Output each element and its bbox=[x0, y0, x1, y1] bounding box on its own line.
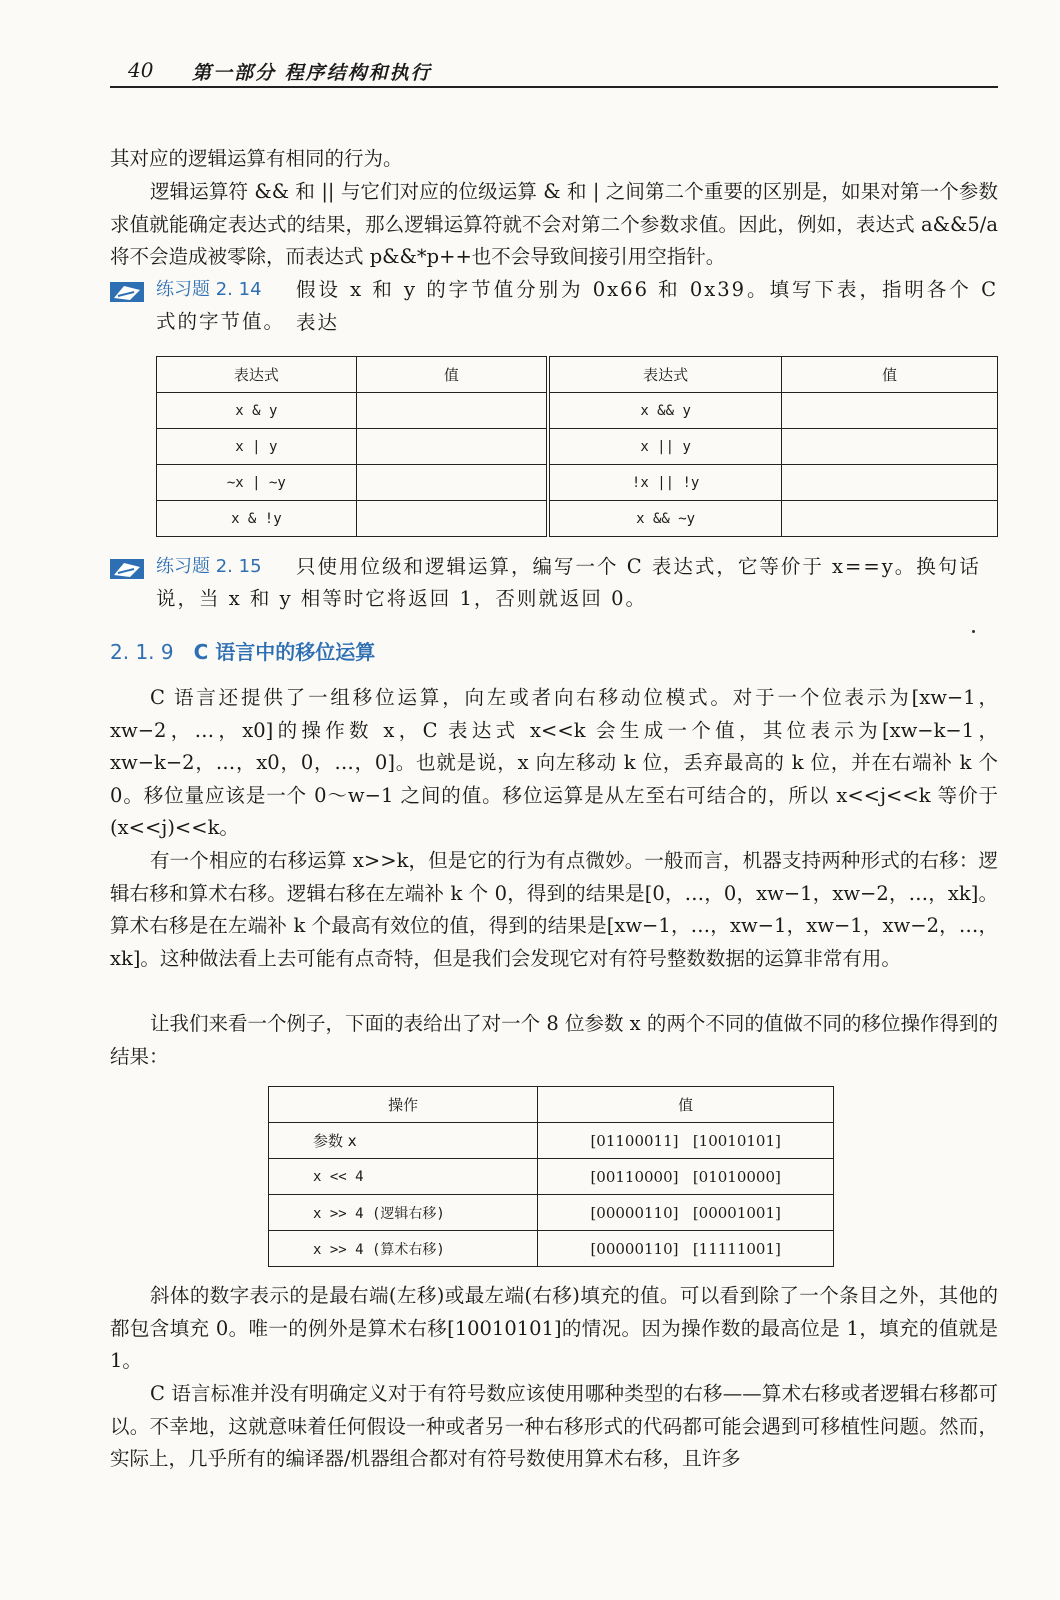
exercise-label: 练习题 2. 15 bbox=[156, 556, 262, 577]
table-row bbox=[157, 465, 998, 501]
header-expression: 表达式 bbox=[548, 357, 782, 393]
expression-cell: x && y bbox=[548, 393, 782, 429]
pencil-icon bbox=[110, 557, 144, 581]
value-cell bbox=[538, 1123, 834, 1159]
value-cell bbox=[356, 501, 548, 537]
expression-cell: x || y bbox=[548, 429, 782, 465]
table-row bbox=[157, 393, 998, 429]
value-cell bbox=[538, 1159, 834, 1195]
paragraph-7: C 语言标准并没有明确定义对于有符号数应该使用哪种类型的右移——算术右移或者逻辑右移都可以。不幸地，这就意味着任何假设一种或者另一种右移形式的代码都可能会遇到可移植性问题。然而，实际上，几乎所有的编译器/机器组合都对有符号数使用算术右移，且许多 bbox=[110, 1382, 998, 1470]
exercise-text-cont: 说，当 x 和 y 相等时它将返回 1，否则就返回 0。 bbox=[156, 587, 648, 610]
expression-cell: !x || !y bbox=[548, 465, 782, 501]
paragraph-4: 有一个相应的右移运算 x>>k，但是它的行为有点微妙。一般而言，机器支持两种形式的右移：逻辑右移和算术右移。逻辑右移在左端补 k 个 0，得到的结果是[0，…，0，xw−1，xw−2，…，xk]。算术右移是在左端补 k 个最高有效位的值，得到的结果是[xw−1，…，xw−1，xw−1，xw−2，…，xk]。这种做法看上去可能有点奇特，但是我们会发现它对有符号整数数据的运算非常有用。 bbox=[110, 849, 998, 970]
expression-cell: x && ~y bbox=[548, 501, 782, 537]
value-2: [10010101] bbox=[692, 1131, 781, 1150]
exercise-table bbox=[156, 356, 998, 537]
page-number: 40 bbox=[128, 58, 154, 82]
exercise-text-cont: 式的字节值。 bbox=[156, 310, 286, 333]
value-cell bbox=[356, 465, 548, 501]
table-row bbox=[157, 501, 998, 537]
exercise-text: 只使用位级和逻辑运算，编写一个 C 表达式，它等价于 x==y。换句话 bbox=[296, 555, 981, 578]
section-number: 2. 1. 9 bbox=[110, 640, 174, 664]
value-cell bbox=[538, 1231, 834, 1267]
exercise-text: 假设 x 和 y 的字节值分别为 0x66 和 0x39。填写下表，指明各个 C 表达 bbox=[296, 278, 998, 334]
value-cell bbox=[782, 465, 998, 501]
paragraph-3: C 语言还提供了一组移位运算，向左或者向右移动位模式。对于一个位表示为[xw−1，xw−2，…，x0]的操作数 x，C 表达式 x<<k 会生成一个值，其位表示为[xw−k−1，xw−k−2，…，x0，0，…，0]。也就是说，x 向左移动 k 位，丢弃最高的 k 位，并在右端补 k 个 0。移位量应该是一个 0～w−1 之间的值。移位运算是从左至右可结合的，所以 x<<j<<k 等价于(x<<j)<<k。 bbox=[110, 686, 998, 839]
operation-cell: x << 4 bbox=[269, 1159, 538, 1195]
value-2: [00001001] bbox=[692, 1203, 781, 1222]
table-row bbox=[269, 1195, 834, 1231]
pencil-icon bbox=[110, 280, 144, 304]
table-row bbox=[269, 1123, 834, 1159]
header-value: 值 bbox=[356, 357, 548, 393]
exercise-label: 练习题 2. 14 bbox=[156, 279, 262, 300]
table-row bbox=[157, 429, 998, 465]
operation-cell: x >> 4 (算术右移) bbox=[269, 1231, 538, 1267]
table-row bbox=[269, 1231, 834, 1267]
expression-cell: x & y bbox=[157, 393, 357, 429]
expression-cell: x & !y bbox=[157, 501, 357, 537]
header-value: 值 bbox=[782, 357, 998, 393]
table-header-row bbox=[157, 357, 998, 393]
value-cell bbox=[782, 429, 998, 465]
value-1: [01100011] bbox=[590, 1131, 679, 1150]
operation-cell: 参数 x bbox=[269, 1123, 538, 1159]
header-operation: 操作 bbox=[269, 1087, 538, 1123]
header-value: 值 bbox=[538, 1087, 834, 1123]
value-cell bbox=[782, 393, 998, 429]
value-cell bbox=[356, 429, 548, 465]
value-cell bbox=[538, 1195, 834, 1231]
paragraph-2: 逻辑运算符 && 和 || 与它们对应的位级运算 & 和 | 之间第二个重要的区别是，如果对第一个参数求值就能确定表达式的结果，那么逻辑运算符就不会对第二个参数求值。因此，例如，表达式 a&&5/a 将不会造成被零除，而表达式 p&&*p++也不会导致间接引用空指针。 bbox=[110, 180, 998, 268]
part-title: 第一部分 程序结构和执行 bbox=[192, 62, 432, 84]
table-row bbox=[269, 1159, 834, 1195]
paragraph-6: 斜体的数字表示的是最右端(左移)或最左端(右移)填充的值。可以看到除了一个条目之外，其他的都包含填充 0。唯一的例外是算术右移[10010101]的情况。因为操作数的最高位是 1，填充的值就是 1。 bbox=[110, 1284, 998, 1372]
operation-cell: x >> 4 (逻辑右移) bbox=[269, 1195, 538, 1231]
value-2: [01010000] bbox=[692, 1167, 781, 1186]
section-title: C 语言中的移位运算 bbox=[193, 640, 376, 664]
expression-cell: x | y bbox=[157, 429, 357, 465]
expression-cell: ~x | ~y bbox=[157, 465, 357, 501]
value-1: [00000110] bbox=[590, 1239, 679, 1258]
value-cell bbox=[356, 393, 548, 429]
speck bbox=[972, 630, 975, 633]
value-2: [11111001] bbox=[692, 1239, 781, 1258]
paragraph-1: 其对应的逻辑运算有相同的行为。 bbox=[110, 147, 403, 170]
paragraph-5: 让我们来看一个例子，下面的表给出了对一个 8 位参数 x 的两个不同的值做不同的移位操作得到的结果： bbox=[110, 1012, 998, 1068]
header-expression: 表达式 bbox=[157, 357, 357, 393]
shift-table bbox=[268, 1086, 834, 1267]
table-header-row bbox=[269, 1087, 834, 1123]
section-heading bbox=[110, 636, 375, 665]
value-1: [00000110] bbox=[590, 1203, 679, 1222]
value-cell bbox=[782, 501, 998, 537]
page-header bbox=[110, 56, 998, 88]
value-1: [00110000] bbox=[590, 1167, 679, 1186]
